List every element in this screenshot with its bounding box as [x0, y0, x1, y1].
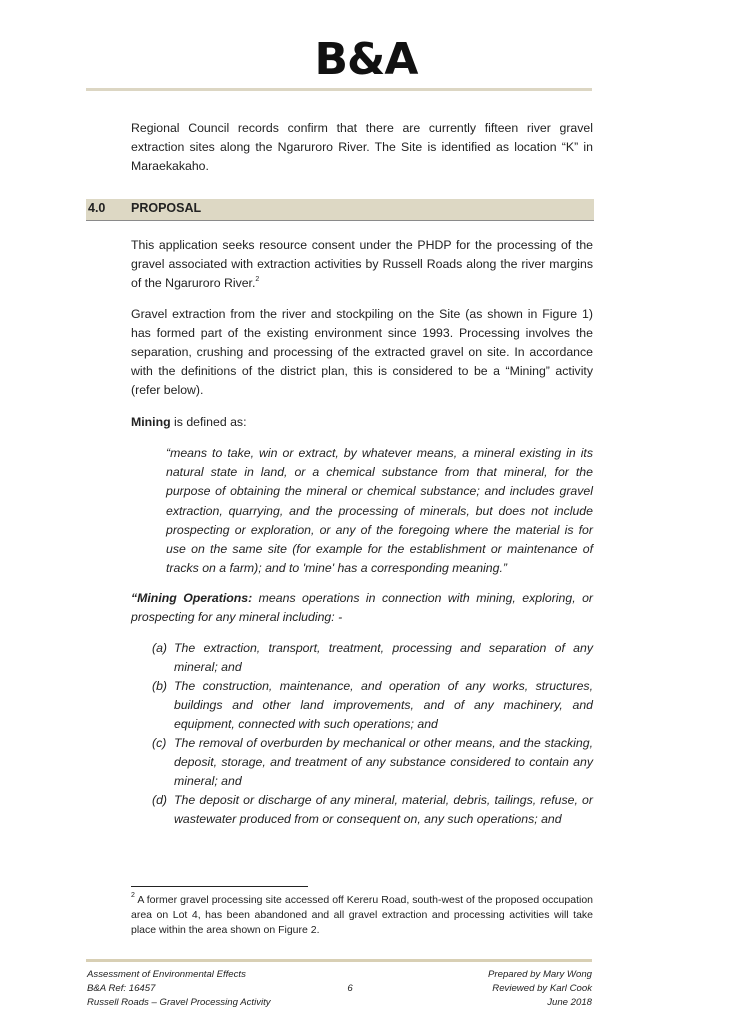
list-item-text: The deposit or discharge of any mineral, material, debris, tailings, refuse, or wastewater produced from or consequent on, any such operations; and: [174, 793, 593, 826]
proposal-paragraph-1: [131, 236, 593, 293]
list-item: [152, 639, 593, 677]
company-logo: B&A: [314, 34, 418, 85]
intro-paragraph: Regional Council records confirm that there are currently fifteen river gravel extraction sites along the Ngaruroro River. The Site is identified as location “K” in Maraekakaho.: [131, 121, 593, 173]
list-item: [152, 791, 593, 829]
list-item: [152, 734, 593, 791]
mining-operations-definition: [131, 589, 593, 627]
footnote-reference[interactable]: 2: [255, 276, 260, 283]
list-item-text: The extraction, transport, treatment, processing and separation of any mineral; and: [174, 641, 593, 674]
footer-document-title: Assessment of Environmental Effects: [87, 969, 246, 980]
mining-operations-list: [152, 639, 593, 829]
footer-date: June 2018: [547, 997, 592, 1008]
footnote-number: 2: [131, 892, 135, 899]
mining-intro-text: is defined as:: [170, 415, 247, 429]
list-item: [152, 677, 593, 734]
mining-definition-quote: “means to take, win or extract, by whatever means, a mineral existing in its natural state in land, or a chemical substance from that mineral, for the purpose of obtaining the mineral or chemical substance; and includes gravel extraction, quarrying, and the processing of minerals, but does not include prospecting or exploration, or any of the foregoing where the material is for use on the same site (for example for the establishment or maintenance of tracks on a farm); and to 'mine' has a corresponding meaning.”: [166, 446, 593, 576]
list-item-label: (b): [152, 679, 168, 693]
section-number: 4.0: [88, 201, 106, 215]
mining-operations-text: means operations in connection with mining, exploring, or prospecting for any mineral including: -: [131, 591, 594, 624]
footnote-separator: [131, 886, 308, 887]
section-title: PROPOSAL: [131, 201, 202, 215]
list-item-label: (a): [152, 641, 168, 655]
paragraph-text: This application seeks resource consent under the PHDP for the processing of the gravel associated with extraction activities by Russell Roads along the river margins of the Ngaruroro River.: [131, 238, 593, 290]
list-item-label: (c): [152, 736, 167, 750]
footer-reference: B&A Ref: 16457: [87, 983, 156, 994]
footer-project: Russell Roads – Gravel Processing Activity: [87, 997, 271, 1008]
mining-operations-term: “Mining Operations:: [131, 591, 253, 605]
footer-right: [488, 968, 592, 1010]
section-heading: [86, 199, 594, 221]
footer-divider: [86, 959, 592, 962]
page-number: 6: [347, 983, 353, 994]
list-item-label: (d): [152, 793, 168, 807]
list-item-text: The construction, maintenance, and operation of any works, structures, buildings and other land improvements, and of any machinery, and equipment, connected with such operations; and: [174, 679, 593, 731]
footer-reviewed-by: Reviewed by Karl Cook: [492, 983, 592, 994]
mining-definition-intro: [131, 413, 593, 432]
proposal-paragraph-2: Gravel extraction from the river and stockpiling on the Site (as shown in Figure 1) has formed part of the existing environment since 1993. Processing involves the separation, crushing and processing of the extracted gravel on site. In accordance with the definitions of the district plan, this is considered to be a “Mining” activity (refer below).: [131, 307, 593, 397]
list-item-text: The removal of overburden by mechanical or other means, and the stacking, deposit, storage, and treatment of any substance considered to contain any mineral; and: [174, 736, 593, 788]
footnote: [131, 893, 593, 938]
header-divider: [86, 88, 592, 91]
footnote-text: A former gravel processing site accessed off Kereru Road, south-west of the proposed occupation area on Lot 4, has been abandoned and all gravel extraction and processing activities will take place within the area shown on Figure 2.: [131, 894, 593, 936]
footer-prepared-by: Prepared by Mary Wong: [488, 969, 592, 980]
mining-term: Mining: [131, 415, 171, 429]
